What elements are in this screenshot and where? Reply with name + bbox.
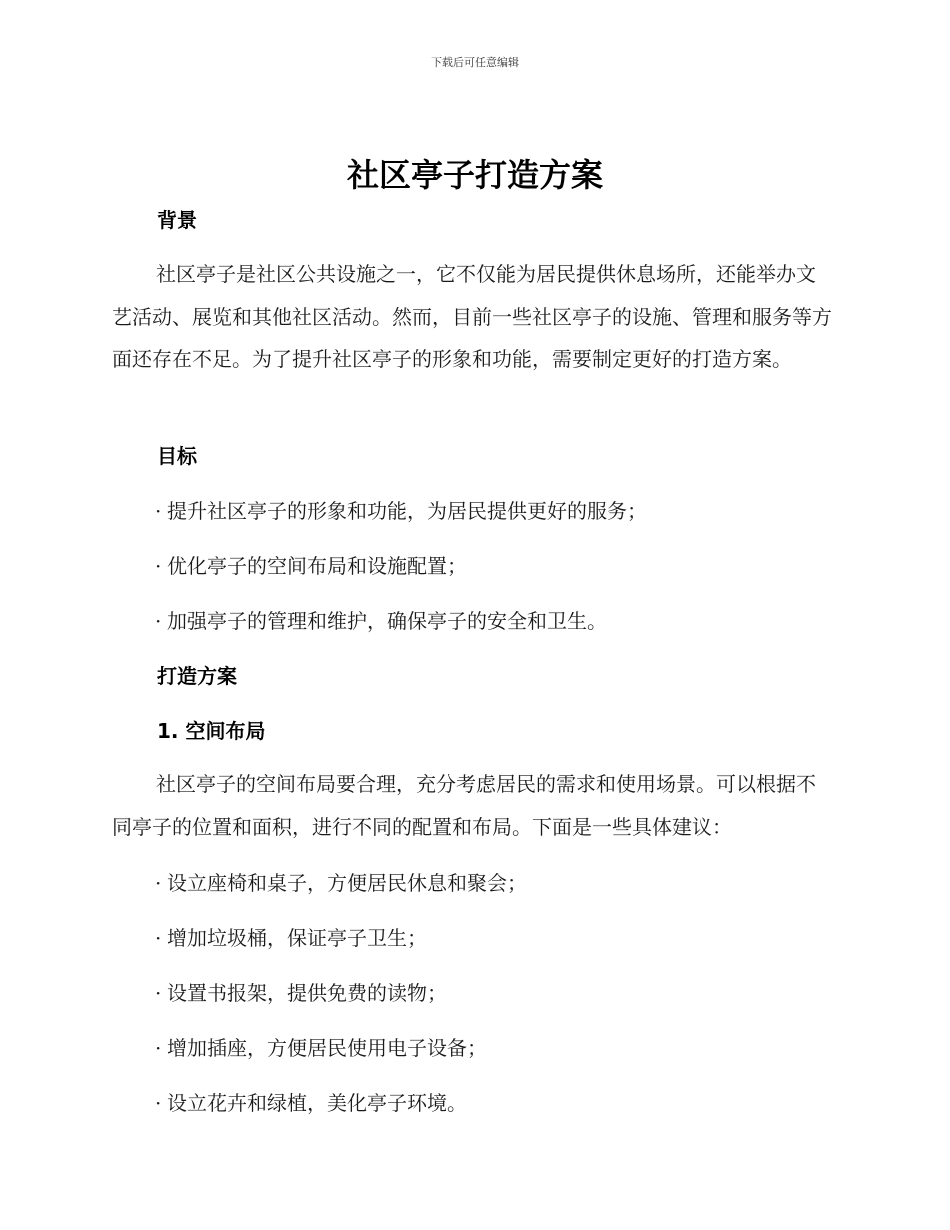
heading-plan: 打造方案	[157, 664, 237, 688]
bullet-marker: ·	[155, 499, 162, 523]
layout-item	[155, 869, 527, 897]
bullet-marker: ·	[155, 554, 162, 578]
layout-item-text: 增加插座，方便居民使用电子设备；	[167, 1036, 487, 1060]
document-title: 社区亭子打造方案	[346, 156, 603, 194]
layout-item-text: 设置书报架，提供免费的读物；	[167, 981, 447, 1005]
layout-item-text: 设立座椅和桌子，方便居民休息和聚会；	[167, 871, 527, 895]
heading-space-layout: 1. 空间布局	[157, 719, 266, 743]
heading-goals: 目标	[157, 444, 197, 468]
bullet-marker: ·	[155, 871, 162, 895]
bullet-marker: ·	[155, 1091, 162, 1115]
layout-item	[155, 1089, 467, 1117]
bullet-marker: ·	[155, 1036, 162, 1060]
goal-item-text: 提升社区亭子的形象和功能，为居民提供更好的服务；	[167, 499, 647, 523]
bullet-marker: ·	[155, 926, 162, 950]
heading-background: 背景	[157, 208, 197, 232]
goal-item	[155, 552, 467, 580]
goal-item	[155, 607, 607, 635]
bullet-marker: ·	[155, 609, 162, 633]
layout-item-text: 设立花卉和绿植，美化亭子环境。	[167, 1091, 467, 1115]
header-note: 下载后可任意编辑	[431, 56, 519, 69]
layout-item	[155, 924, 427, 952]
bullet-marker: ·	[155, 981, 162, 1005]
goal-item-text: 加强亭子的管理和维护，确保亭子的安全和卫生。	[167, 609, 607, 633]
goal-item	[155, 497, 647, 525]
background-paragraph: 社区亭子是社区公共设施之一，它不仅能为居民提供休息场所，还能举办文艺活动、展览和其他社区活动。然而，目前一些社区亭子的设施、管理和服务等方面还存在不足。为了提升社区亭子的形象和功能，需要制定更好的打造方案。	[112, 262, 832, 371]
layout-item-text: 增加垃圾桶，保证亭子卫生；	[167, 926, 427, 950]
space-layout-paragraph: 社区亭子的空间布局要合理，充分考虑居民的需求和使用场景。可以根据不同亭子的位置和面积，进行不同的配置和布局。下面是一些具体建议：	[112, 772, 816, 839]
layout-item	[155, 979, 447, 1007]
layout-item	[155, 1034, 487, 1062]
goal-item-text: 优化亭子的空间布局和设施配置；	[167, 554, 467, 578]
